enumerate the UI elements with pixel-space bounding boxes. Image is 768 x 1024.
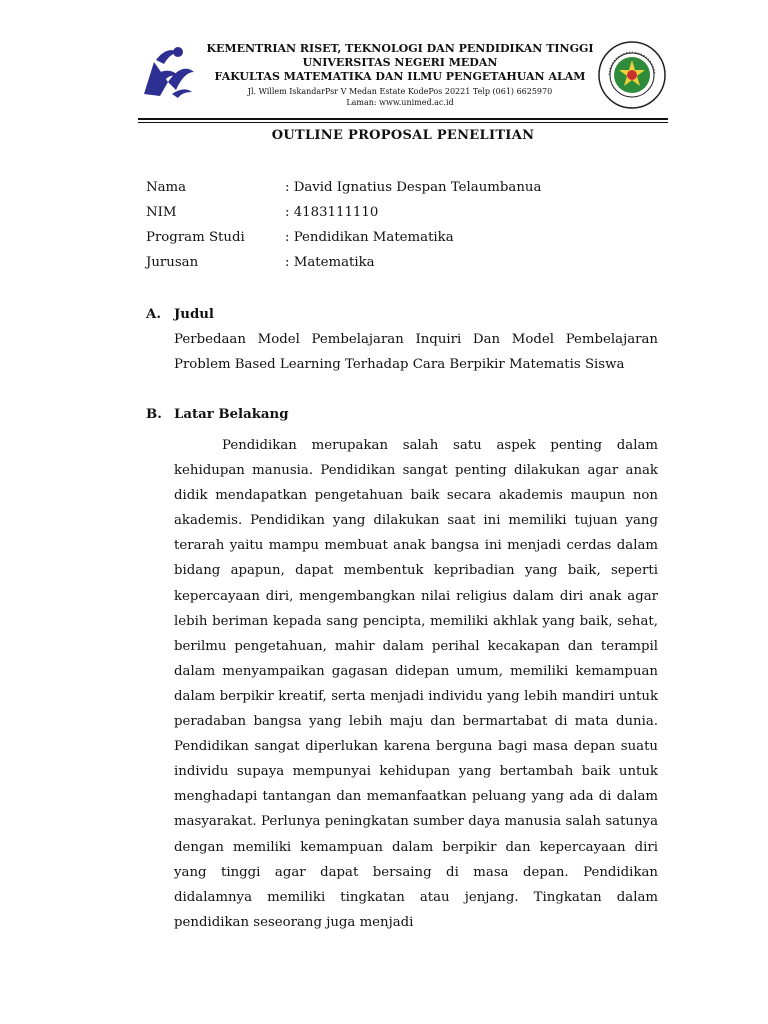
identity-label: Program Studi [146, 230, 245, 245]
section-heading [146, 305, 666, 327]
section-latar-belakang [146, 405, 666, 935]
identity-value: : Matematika [285, 255, 375, 270]
section-number: A. [146, 307, 161, 322]
identity-block [146, 178, 666, 278]
letterhead-address: Jl. Willem IskandarPsr V Medan Estate KodePos 20221 Telp (061) 6625970 [247, 87, 553, 96]
identity-row-program-studi [146, 228, 666, 253]
document-title: OUTLINE PROPOSAL PENELITIAN [271, 128, 535, 143]
unimed-seal-logo [597, 40, 667, 110]
section-text: Perbedaan Model Pembelajaran Inquiri Dan Model Pembelajaran Problem Based Learning Terhadap Cara Berpikir Matematis Siswa [174, 332, 658, 373]
identity-value: : David Ignatius Despan Telaumbanua [285, 180, 542, 195]
identity-row-jurusan [146, 253, 666, 278]
section-heading [146, 405, 666, 427]
section-title: Latar Belakang [174, 407, 289, 422]
identity-row-nim [146, 203, 666, 228]
letterhead-ministry: KEMENTRIAN RISET, TEKNOLOGI DAN PENDIDIKAN TINGGI [206, 42, 594, 55]
letterhead-rule-thick [138, 118, 668, 120]
section-number: B. [146, 407, 162, 422]
letterhead-rule-thin [138, 122, 668, 123]
identity-label: Nama [146, 180, 187, 195]
section-text: Pendidikan merupakan salah satu aspek penting dalam kehidupan manusia. Pendidikan sangat penting dilakukan agar anak didik mendapatkan pengetahuan baik secara akademis maupun non akademis. Pendidikan yang dilakukan saat ini memiliki tujuan yang terarah yaitu mampu membuat anak bangsa ini menjadi cerdas dalam bidang apapun, dapat membentuk kepribadian yang baik, seperti kepercayaan diri, mengembangkan nilai religius dalam diri anak agar lebih beriman kepada sang pencipta, memiliki akhlak yang baik, sehat, berilmu pengetahuan, mahir dalam perihal kecakapan dan terampil dalam menyampaikan gagasan didepan umum, memiliki kemampuan dalam berpikir kreatif, serta menjadi individu yang lebih mandiri untuk peradaban bangsa yang lebih maju dan bermartabat di mata dunia. Pendidikan sangat diperlukan karena berguna bagi masa depan suatu individu supaya mempunyai kehidupan yang bertambah baik untuk menghadapi tantangan dan memanfaatkan peluang yang ada di dalam masyarakat. Perlunya peningkatan sumber daya manusia salah satunya dengan memiliki kemampuan dalam berpikir dan kepercayaan diri yang tinggi agar dapat bersaing di masa depan. Pendidikan didalamnya memiliki tingkatan atau jenjang. Tingkatan dalam pendidikan seseorang juga menjadi [174, 438, 658, 930]
letterhead [200, 42, 600, 108]
letterhead-university: UNIVERSITAS NEGERI MEDAN [302, 56, 498, 69]
identity-label: Jurusan [146, 255, 199, 270]
identity-value: : 4183111110 [285, 205, 379, 220]
letterhead-website: Laman: www.unimed.ac.id [346, 98, 454, 107]
letterhead-faculty: FAKULTAS MATEMATIKA DAN ILMU PENGETAHUAN ALAM [214, 70, 586, 83]
ristekdikti-logo [138, 42, 200, 112]
section-judul [146, 305, 666, 377]
section-title: Judul [174, 307, 214, 322]
identity-label: NIM [146, 205, 177, 220]
identity-row-nama [146, 178, 666, 203]
identity-value: : Pendidikan Matematika [285, 230, 454, 245]
